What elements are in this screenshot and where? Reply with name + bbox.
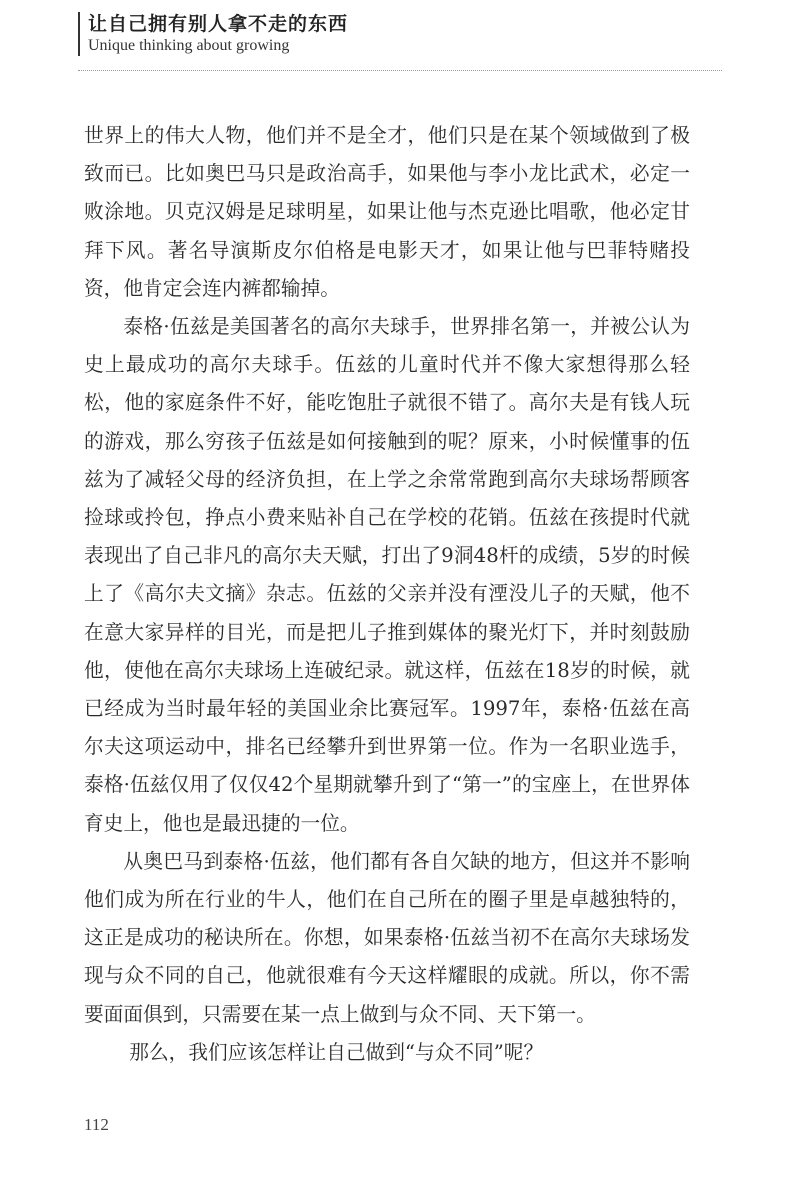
- paragraph-1: 世界上的伟大人物，他们并不是全才，他们只是在某个领域做到了极致而已。比如奥巴马只是政治高手，如果他与李小龙比武术，必定一败涂地。贝克汉姆是足球明星，如果让他与杰克逊比唱歌，他必定甘拜下风。著名导演斯皮尔伯格是电影天才，如果让他与巴菲特赌投资，他肯定会连内裤都输掉。: [84, 124, 690, 300]
- book-subtitle: Unique thinking about growing: [88, 37, 290, 54]
- paragraph-3: 从奥巴马到泰格·伍兹，他们都有各自欠缺的地方，但这并不影响他们成为所在行业的牛人，他们在自己所在的圈子里是卓越独特的，这正是成功的秘诀所在。你想，如果泰格·伍兹当初不在高尔夫球场发现与众不同的自己，他就很难有今天这样耀眼的成就。所以，你不需要面面俱到，只需要在某一点上做到与众不同、天下第一。: [84, 849, 690, 1026]
- page-number: 112: [84, 1115, 109, 1134]
- book-title: 让自己拥有别人拿不走的东西: [88, 13, 349, 35]
- header-divider: [78, 70, 722, 71]
- body-text: [84, 117, 690, 1072]
- paragraph-4: 那么，我们应该怎样让自己做到“与众不同”呢？: [129, 1040, 544, 1064]
- running-header: [78, 12, 348, 56]
- paragraph-2: 泰格·伍兹是美国著名的高尔夫球手，世界排名第一，并被公认为史上最成功的高尔夫球手。伍兹的儿童时代并不像大家想得那么轻松，他的家庭条件不好，能吃饱肚子就很不错了。高尔夫是有钱人玩的游戏，那么穷孩子伍兹是如何接触到的呢？原来，小时候懂事的伍兹为了减轻父母的经济负担，在上学之余常常跑到高尔夫球场帮顾客捡球或拎包，挣点小费来贴补自己在学校的花销。伍兹在孩提时代就表现出了自己非凡的高尔夫天赋，打出了9洞48杆的成绩，5岁的时候上了《高尔夫文摘》杂志。伍兹的父亲并没有湮没儿子的天赋，他不在意大家异样的目光，而是把儿子推到媒体的聚光灯下，并时刻鼓励他，使他在高尔夫球场上连破纪录。就这样，伍兹在18岁的时候，就已经成为当时最年轻的美国业余比赛冠军。1997年，泰格·伍兹在高尔夫这项运动中，排名已经攀升到世界第一位。作为一名职业选手，泰格·伍兹仅用了仅仅42个星期就攀升到了“第一”的宝座上，在世界体育史上，他也是最迅捷的一位。: [84, 315, 690, 835]
